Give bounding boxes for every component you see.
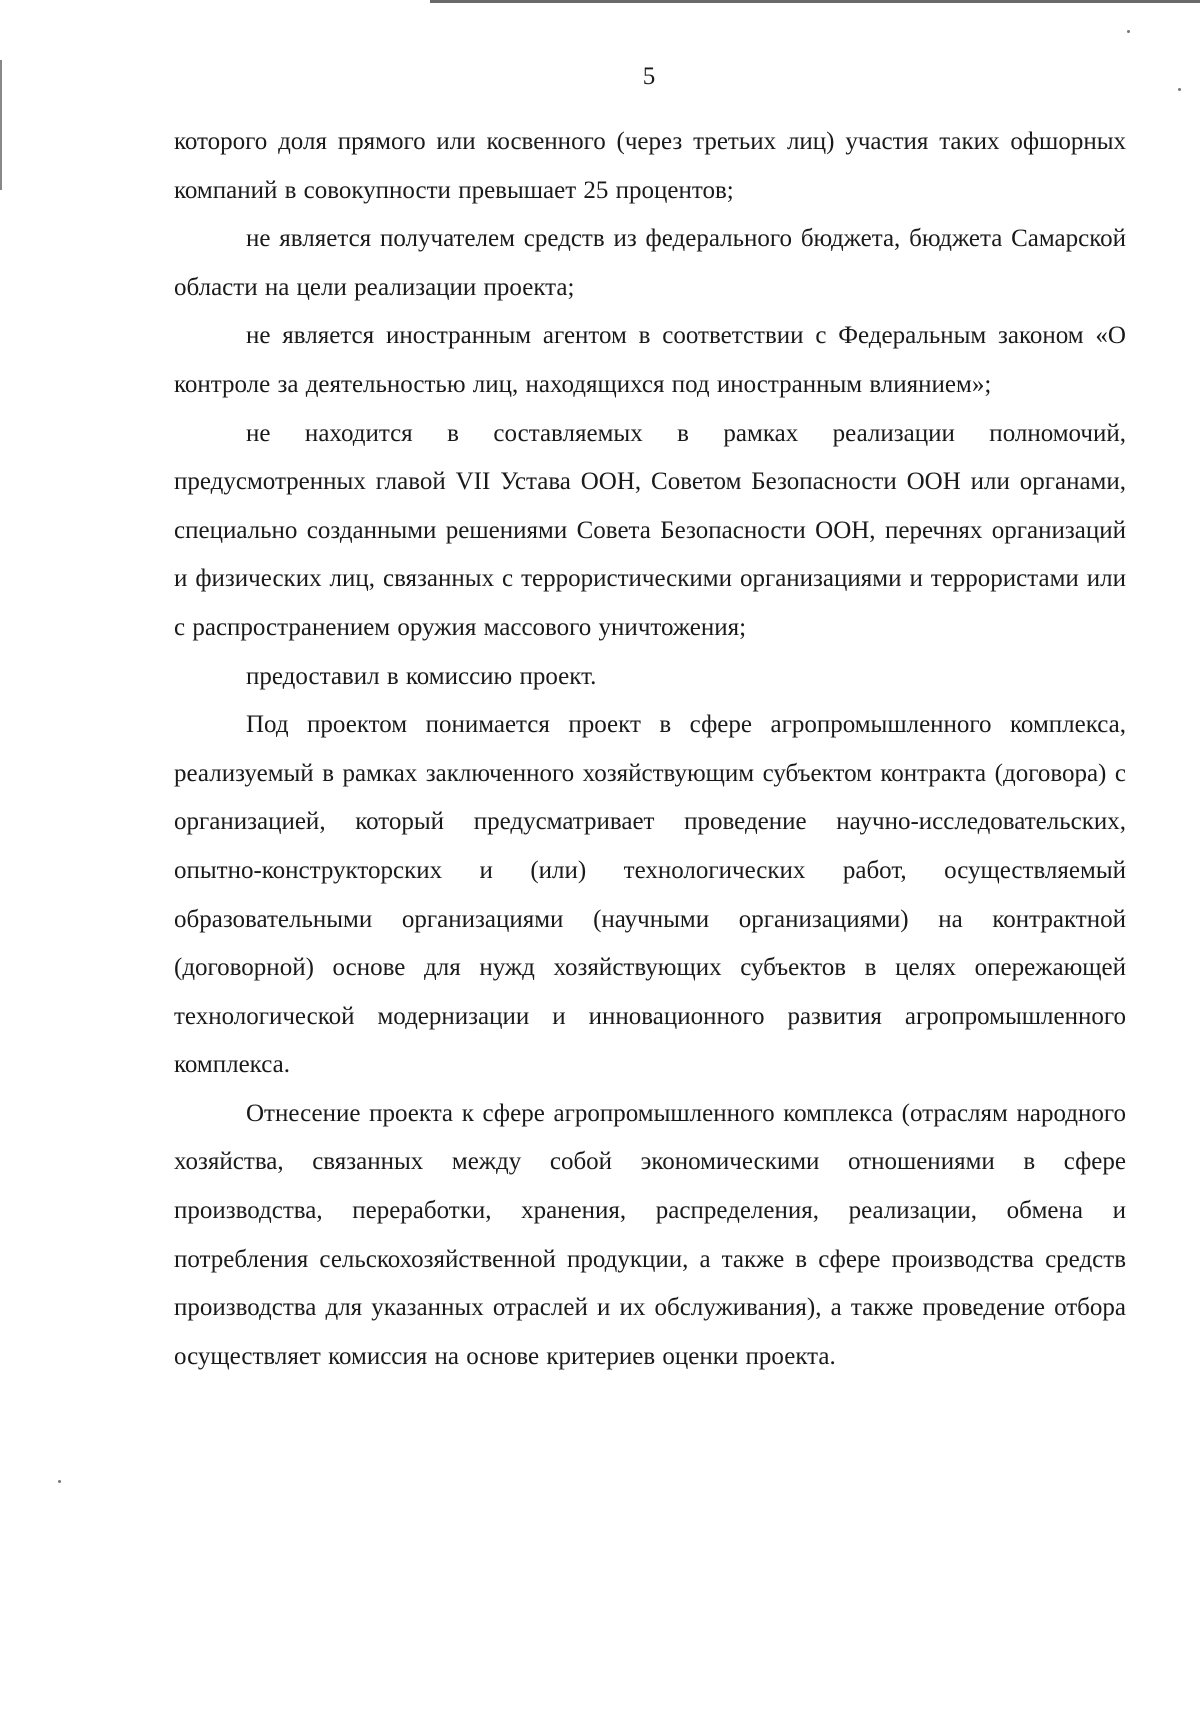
paragraph: которого доля прямого или косвенного (через третьих лиц) участия таких офшорных компаний в совокупности превышает 25 процентов;	[174, 128, 1126, 204]
paragraph: не является получателем средств из федерального бюджета, бюджета Самарской области на цели реализации проекта;	[174, 225, 1126, 301]
paragraph: предоставил в комиссию проект.	[246, 662, 597, 690]
scan-top-edge	[430, 0, 1200, 3]
scan-speck	[58, 1480, 61, 1483]
paragraph: Под проектом понимается проект в сфере агропромышленного комплекса, реализуемый в рамках заключенного хозяйствующим субъектом контракта (договора) с организацией, который предусматривает проведение научно-исследовательских, опытно-конструкторских и (или) технологических работ, осуществляемый образовательными организациями (научными организациями) на контрактной (договорной) основе для нужд хозяйствующих субъектов в целях опережающей технологической модернизации и инновационного развития агропромышленного комплекса.	[174, 711, 1126, 1079]
paragraph: не находится в составляемых в рамках реализации полномочий, предусмотренных главой VII Устава ООН, Советом Безопасности ООН или органами, специально созданными решениями Совета Безопасности ООН, перечнях организаций и физических лиц, связанных с террористическими организациями и террористами или с распространением оружия массового уничтожения;	[174, 419, 1126, 641]
paragraph: Отнесение проекта к сфере агропромышленного комплекса (отраслям народного хозяйства, связанных между собой экономическими отношениями в сфере производства, переработки, хранения, распределения, реализации, обмена и потребления сельскохозяйственной продукции, а также в сфере производства средств производства для указанных отраслей и их обслуживания), а также проведение отбора осуществляет комиссия на основе критериев оценки проекта.	[174, 1099, 1126, 1370]
paragraph: не является иностранным агентом в соответствии с Федеральным законом «О контроле за деятельностью лиц, находящихся под иностранным влиянием»;	[174, 322, 1126, 398]
page-number: 5	[642, 63, 656, 90]
document-body	[174, 118, 1126, 1381]
scan-speck	[1127, 30, 1130, 33]
